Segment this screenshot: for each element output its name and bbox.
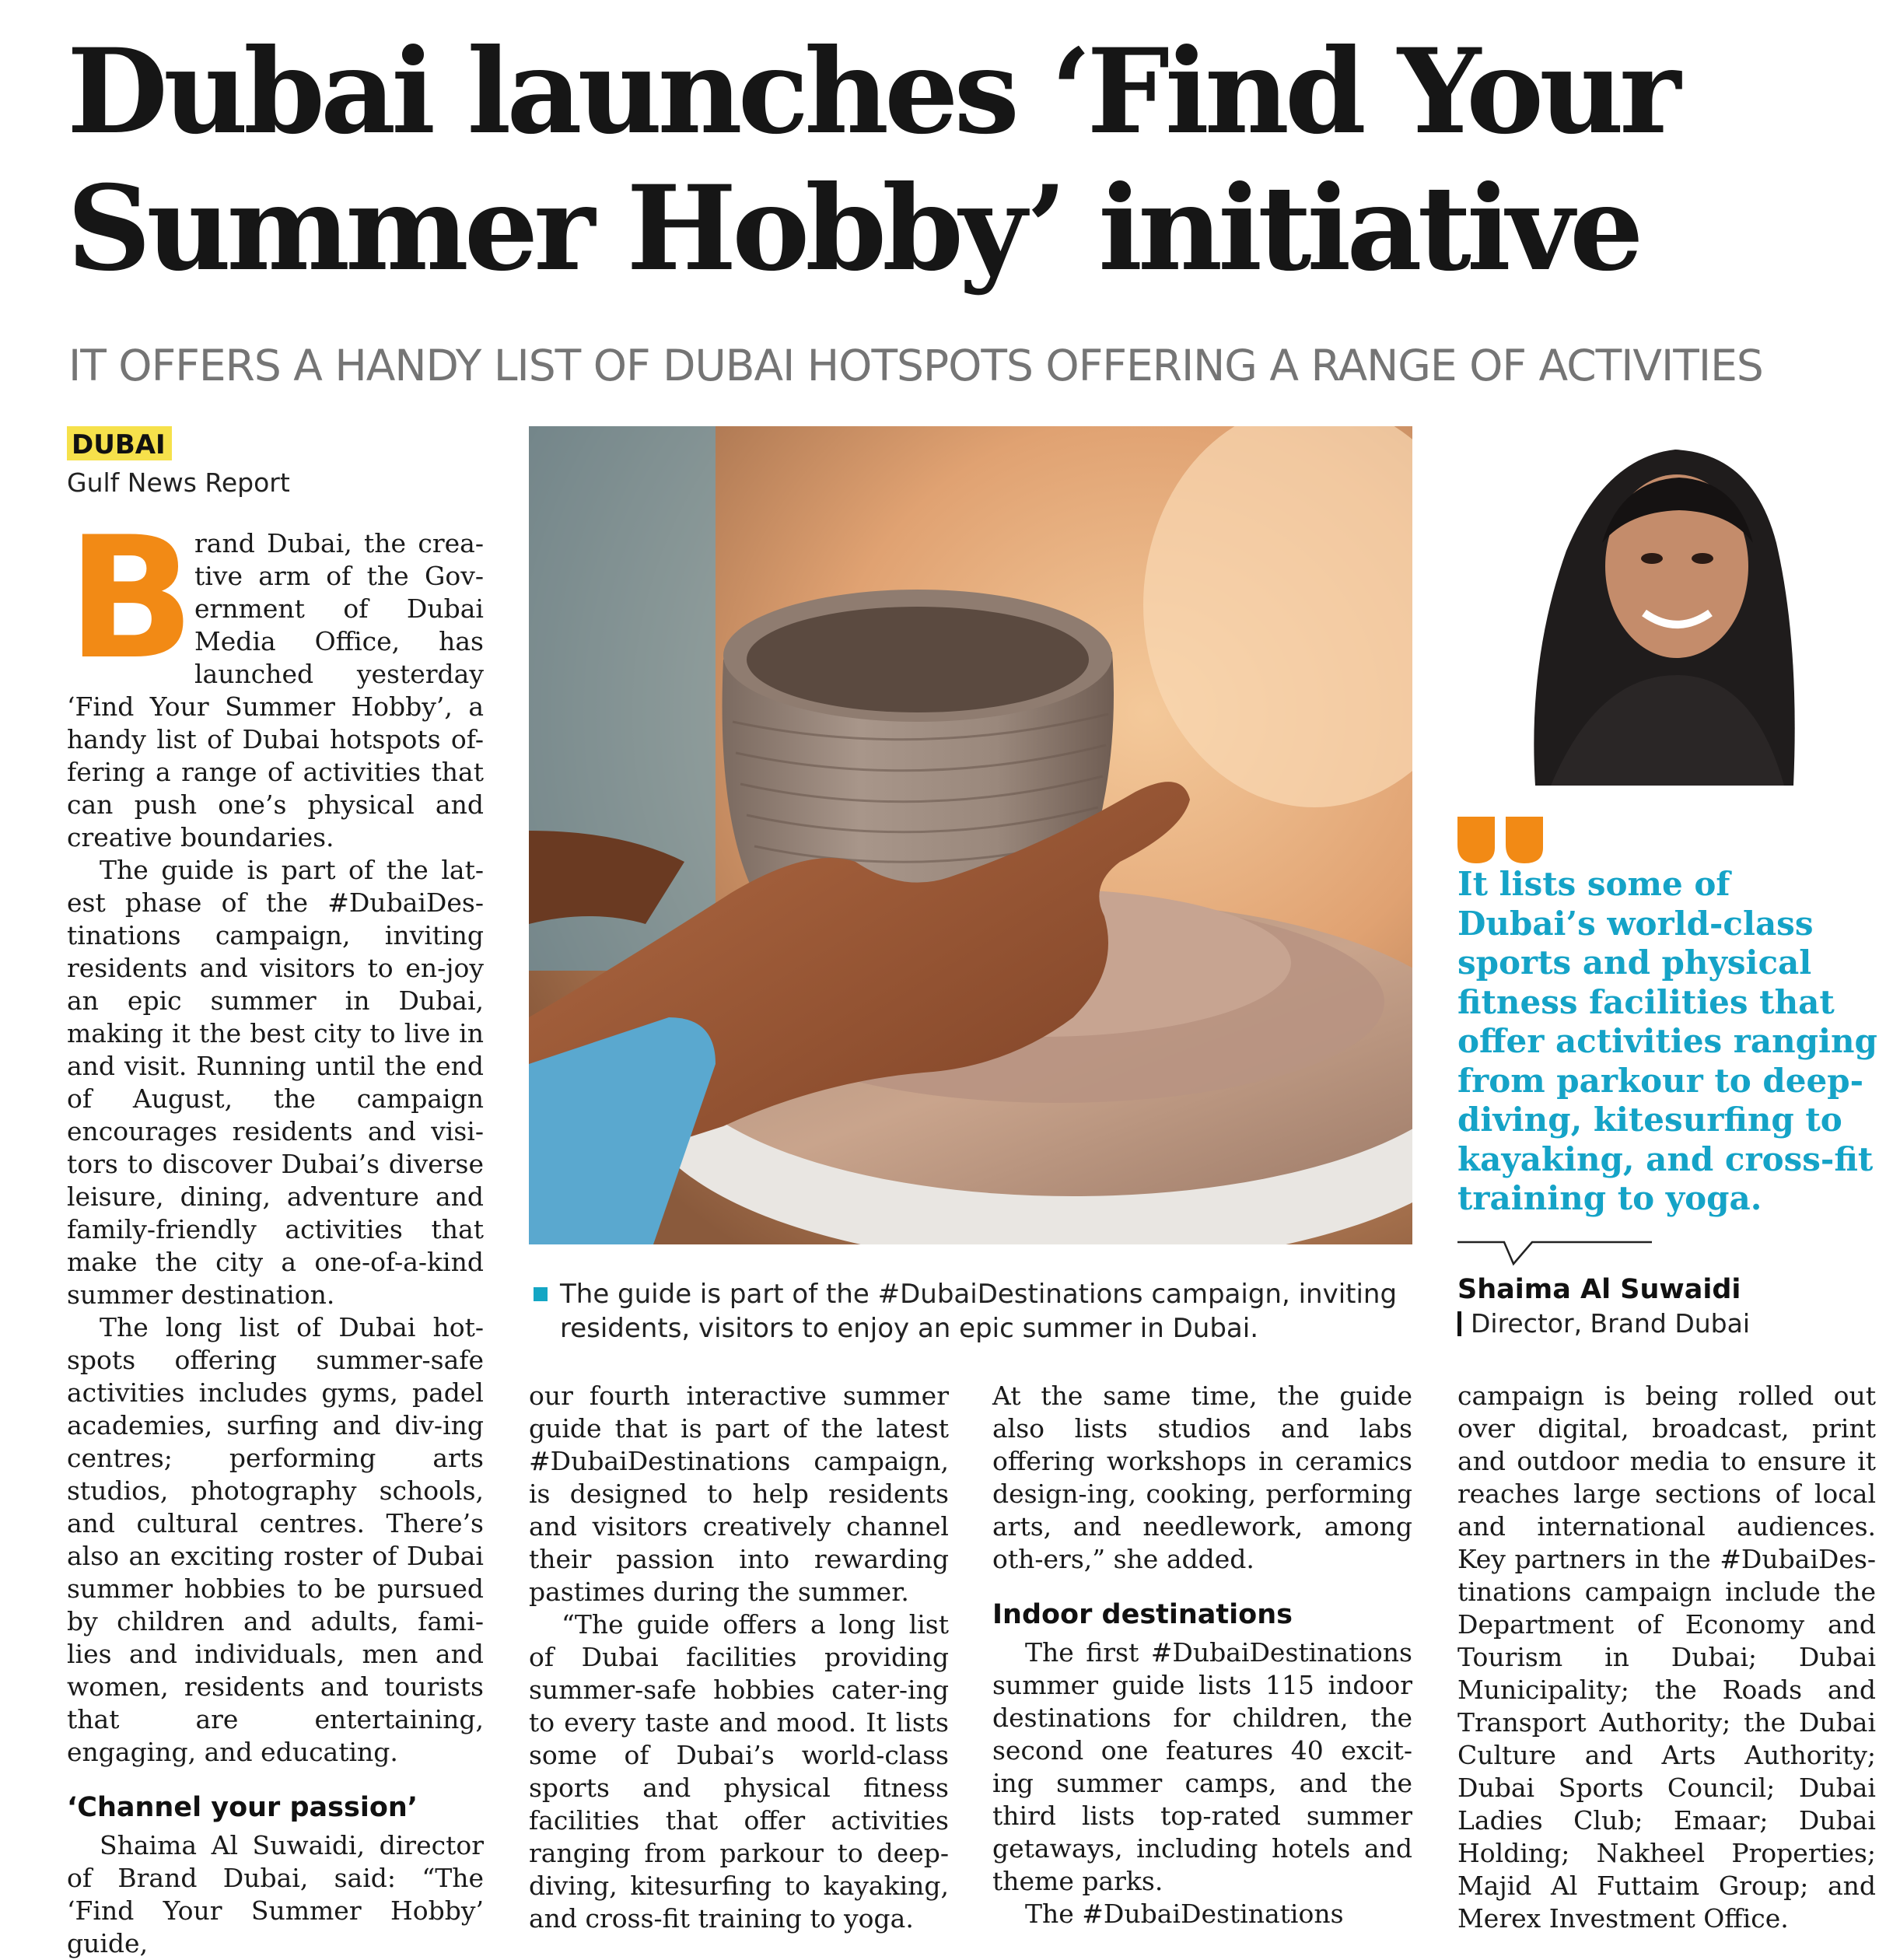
subheading-channel-your-passion: ‘Channel your passion’: [67, 1792, 418, 1823]
title-bar-marker: [1457, 1311, 1461, 1336]
dateline: DUBAI: [67, 426, 172, 460]
paragraph-3: The long list of Dubai hot-spots offering summer-safe activities includes gyms, padel academies, surfing and div-ing centres; performing arts studios, photography schools, and cultural centres. There’s also an exciting roster of Dubai summer hobbies to be pursued by children and adults, fami-lies and individuals, men and women, residents and tourists that are entertaining, engaging, and educating.: [67, 1312, 484, 1767]
article-column-3: [992, 1380, 1412, 1930]
paragraph-1: rand Dubai, the crea-tive arm of the Gov-ernment of Dubai Media Office, has launched yesterday ‘Find Your Summer Hobby’, a handy list of Dubai hotspots of-fering a range of activities that can push one’s physical and creative boundaries.: [67, 528, 484, 852]
pottery-wheel-illustration: [529, 426, 1412, 1244]
paragraph-4: Shaima Al Suwaidi, director of Brand Dubai, said: “The ‘Find Your Summer Hobby’ guide,: [67, 1830, 484, 1958]
byline: Gulf News Report: [67, 467, 290, 498]
paragraph-9: The #DubaiDestinations: [1025, 1899, 1344, 1929]
speaker-portrait: [1504, 426, 1825, 786]
subheadline: IT OFFERS A HANDY LIST OF DUBAI HOTSPOTS OFFERING A RANGE OF ACTIVITIES: [68, 341, 1763, 390]
caption-line-2: residents, visitors to enjoy an epic summer in Dubai.: [560, 1313, 1259, 1344]
drop-cap: B: [67, 501, 195, 696]
paragraph-8: The first #DubaiDestinations summer guide lists 115 indoor destinations for children, the second one features 40 excit-ing summer camps, and the third lists top-rated summer getaways, including hotels and theme parks.: [992, 1637, 1412, 1896]
headline-line-1: Dubai launches ‘Find Your: [67, 23, 1677, 160]
pottery-photo: [529, 426, 1412, 1244]
quote-speaker-title-text: Director, Brand Dubai: [1471, 1308, 1750, 1339]
subheading-indoor-destinations: Indoor destinations: [992, 1599, 1293, 1630]
pull-quote: It lists some of Dubai’s world-class sports and physical fitness facilities that offer activities ranging from parkour to deep-diving, kitesurfing to kayaking, and cross-fit training to yoga.: [1457, 865, 1877, 1217]
headline: [67, 23, 1856, 297]
paragraph-10: campaign is being rolled out over digital, broadcast, print and outdoor media to ensure it reaches large sections of local and international audiences. Key partners in the #DubaiDes-tinations campaign include the Department of Economy and Tourism in Dubai; Dubai Municipality; the Roads and Transport Authority; the Dubai Culture and Arts Authority; Dubai Sports Council; Dubai Ladies Club; Emaar; Dubai Holding; Nakheel Properties; Majid Al Futtaim Group; and Merex Investment Office.: [1457, 1381, 1876, 1934]
portrait-illustration: [1504, 426, 1825, 786]
caption-line-1: The guide is part of the #DubaiDestinations campaign, inviting: [560, 1279, 1398, 1310]
square-bullet-icon: [534, 1287, 548, 1301]
quote-mark-icon: [1457, 817, 1551, 863]
paragraph-5: our fourth interactive summer guide that is part of the latest #DubaiDestinations campaign, is designed to help residents and visitors creatively channel their passion into rewarding pastimes during the summer.: [529, 1381, 949, 1607]
paragraph-2: The guide is part of the lat-est phase of the #DubaiDes-tinations campaign, inviting residents and visitors to en-joy an epic summer in Dubai, making it the best city to live in and visit. Running until the end of August, the campaign encourages residents and visi-tors to discover Dubai’s diverse leisure, dining, adventure and family-friendly activities that make the city a one-of-a-kind summer destination.: [67, 855, 484, 1310]
article-column-4: [1457, 1380, 1876, 1935]
headline-line-2: Summer Hobby’ initiative: [67, 160, 1639, 297]
quote-speaker-name: Shaima Al Suwaidi: [1457, 1274, 1741, 1305]
quote-pointer-line: [1457, 1241, 1652, 1269]
article-column-2: [529, 1380, 949, 1935]
article-column-1: [67, 501, 484, 1960]
paragraph-7: At the same time, the guide also lists studios and labs offering workshops in ceramics design-ing, cooking, performing arts, and needlework, among oth-ers,” she added.: [992, 1381, 1412, 1574]
paragraph-6: “The guide offers a long list of Dubai facilities providing summer-safe hobbies cater-ing to every taste and mood. It lists some of Dubai’s world-class sports and physical fitness facilities that offer activities ranging from parkour to deep-diving, kitesurfing to kayaking, and cross-fit training to yoga.: [529, 1609, 949, 1934]
photo-caption: [534, 1277, 1412, 1346]
quote-speaker-title: [1457, 1307, 1750, 1341]
